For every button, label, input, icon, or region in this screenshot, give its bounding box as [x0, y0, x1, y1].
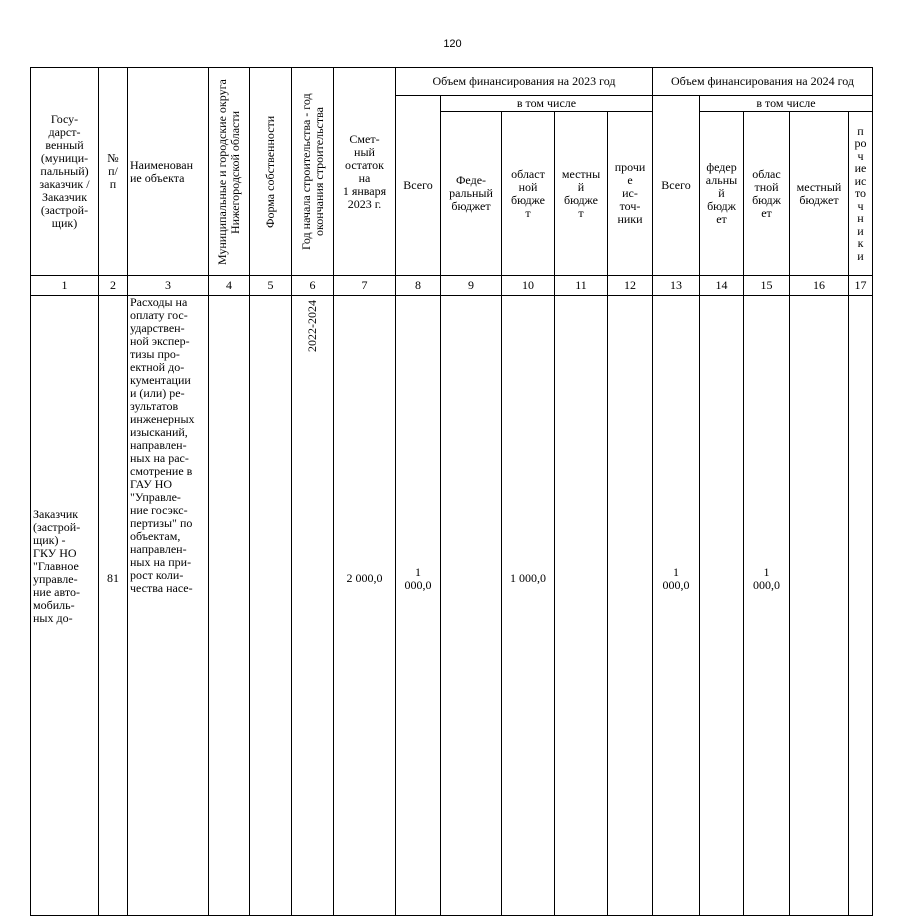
financing-table [30, 67, 873, 916]
row-local-2023 [555, 296, 608, 916]
table-row [31, 296, 873, 916]
row-customer: Заказчик (застрой- щик) - ГКУ НО "Главное управле- ние авто- мобиль- ных до- [31, 296, 99, 916]
column-number: 6 [292, 276, 334, 296]
header-fin-2023: Объем финансирования на 2023 год [396, 68, 653, 96]
header-local-2023: местны й бюдже т [555, 112, 608, 276]
row-object-name: Расходы на оплату гос- ударствен- ной экспер- тизы про- ектной до- кументации и (или) ре- зультатов инженерных изысканий, направлен- ных на рас- смотрение в ГАУ НО "Управле- ние госэкс- пертизы" по объектам, направлен- ных на при- рост коли- чества насе- [128, 296, 209, 916]
header-regional-2023: област ной бюдже т [502, 112, 555, 276]
column-number: 1 [31, 276, 99, 296]
row-number: 81 [99, 296, 128, 916]
column-number: 11 [555, 276, 608, 296]
column-number: 13 [653, 276, 700, 296]
row-regional-2024: 1 000,0 [744, 296, 790, 916]
header-ownership: Форма собственности [250, 68, 292, 276]
row-municipality [209, 296, 250, 916]
header-total-2024: Всего [653, 96, 700, 276]
header-other-2024: п ро ч ие ис то ч н и к и [849, 112, 873, 276]
header-regional-2024: облас тной бюдж ет [744, 112, 790, 276]
row-years: 2022-2024 [292, 296, 334, 916]
column-number: 5 [250, 276, 292, 296]
page-number: 120 [443, 38, 462, 50]
header-including-2024: в том числе [700, 96, 873, 112]
column-number: 10 [502, 276, 555, 296]
row-total-2024: 1 000,0 [653, 296, 700, 916]
header-number: № п/ п [99, 68, 128, 276]
row-total-2023: 1 000,0 [396, 296, 441, 916]
header-years: Год начала строительства - год окончания строительства [292, 68, 334, 276]
column-number: 16 [790, 276, 849, 296]
header-customer: Госу- дарст- венный (муници- пальный) заказчик / Заказчик (застрой- щик) [31, 68, 99, 276]
column-number: 17 [849, 276, 873, 296]
row-federal-2024 [700, 296, 744, 916]
row-federal-2023 [441, 296, 502, 916]
header-local-2024: местный бюджет [790, 112, 849, 276]
column-number: 8 [396, 276, 441, 296]
column-number: 12 [608, 276, 653, 296]
header-federal-2024: федер альны й бюдж ет [700, 112, 744, 276]
header-fin-2024: Объем финансирования на 2024 год [653, 68, 873, 96]
column-number: 15 [744, 276, 790, 296]
column-number: 7 [334, 276, 396, 296]
header-including-2023: в том числе [441, 96, 653, 112]
column-number: 14 [700, 276, 744, 296]
row-other-2024 [849, 296, 873, 916]
row-local-2024 [790, 296, 849, 916]
column-number: 2 [99, 276, 128, 296]
header-total-2023: Всего [396, 96, 441, 276]
header-object-name: Наименован ие объекта [128, 68, 209, 276]
row-regional-2023: 1 000,0 [502, 296, 555, 916]
column-numbers-row [31, 276, 873, 296]
row-estimate-balance: 2 000,0 [334, 296, 396, 916]
header-federal-2023: Феде- ральный бюджет [441, 112, 502, 276]
header-estimate-balance: Смет- ный остаток на 1 января 2023 г. [334, 68, 396, 276]
header-other-2023: прочи е ис- точ- ники [608, 112, 653, 276]
row-other-2023 [608, 296, 653, 916]
column-number: 4 [209, 276, 250, 296]
header-municipality: Муниципальные и городские округа Нижегородской области [209, 68, 250, 276]
row-ownership [250, 296, 292, 916]
column-number: 9 [441, 276, 502, 296]
column-number: 3 [128, 276, 209, 296]
